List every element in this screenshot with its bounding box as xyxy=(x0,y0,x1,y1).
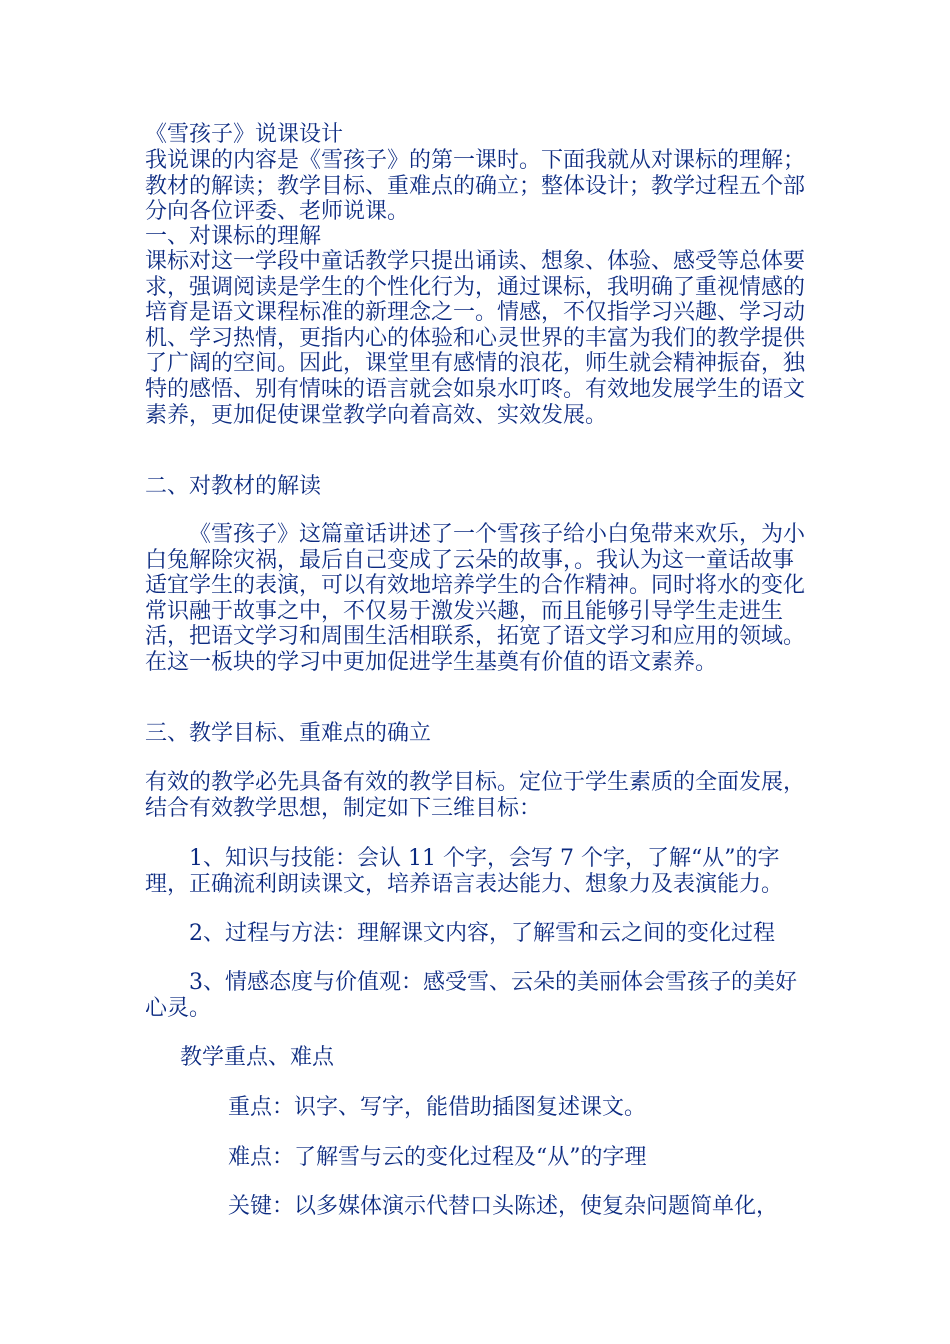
goal-knowledge: 1、知识与技能：会认 11 个字，会写 7 个字，了解“从”的字理，正确流利朗读课文，培养语言表达能力、想象力及表演能力。 xyxy=(145,846,784,897)
goal-process: 2、过程与方法：理解课文内容，了解雪和云之间的变化过程 xyxy=(189,921,775,946)
section1-heading: 一、对课标的理解 xyxy=(145,224,322,249)
key-point: 重点：识字、写字，能借助插图复述课文。 xyxy=(228,1095,647,1120)
key-difficult-heading: 教学重点、难点 xyxy=(180,1045,335,1070)
intro-paragraph: 我说课的内容是《雪孩子》的第一课时。下面我就从对课标的理解；教材的解读；教学目标、重难点的确立；整体设计；教学过程五个部分向各位评委、老师说课。 xyxy=(145,148,806,225)
goal-emotion: 3、情感态度与价值观：感受雪、云朵的美丽体会雪孩子的美好心灵。 xyxy=(145,970,797,1021)
section1-paragraph: 课标对这一学段中童话教学只提出诵读、想象、体验、感受等总体要求，强调阅读是学生的个性化行为，通过课标，我明确了重视情感的培育是语文课程标准的新理念之一。情感，不仅指学习兴趣、学习动机、学习热情，更指内心的体验和心灵世界的丰富为我们的教学提供了广阔的空间。因此，课堂里有感情的浪花，师生就会精神振奋，独特的感悟、别有情味的语言就会如泉水叮咚。有效地发展学生的语文素养，更加促使课堂教学向着高效、实效发展。 xyxy=(145,249,806,428)
crux-point: 关键：以多媒体演示代替口头陈述，使复杂问题简单化， xyxy=(228,1194,779,1219)
section2-heading: 二、对教材的解读 xyxy=(145,474,322,499)
difficult-point: 难点：了解雪与云的变化过程及“从”的字理 xyxy=(228,1145,647,1170)
section2-paragraph: 《雪孩子》这篇童话讲述了一个雪孩子给小白兔带来欢乐，为小白兔解除灾祸，最后自己变成了云朵的故事，。我认为这一童话故事适宜学生的表演，可以有效地培养学生的合作精神。同时将水的变化常识融于故事之中，不仅易于激发兴趣，而且能够引导学生走进生活，把语文学习和周围生活相联系，拓宽了语文学习和应用的领域。在这一板块的学习中更加促进学生基奠有价值的语文素养。 xyxy=(145,522,806,675)
section3-intro: 有效的教学必先具备有效的教学目标。定位于学生素质的全面发展，结合有效教学思想，制定如下三维目标： xyxy=(145,770,806,821)
document-title: 《雪孩子》说课设计 xyxy=(145,122,344,147)
section3-heading: 三、教学目标、重难点的确立 xyxy=(145,721,432,746)
